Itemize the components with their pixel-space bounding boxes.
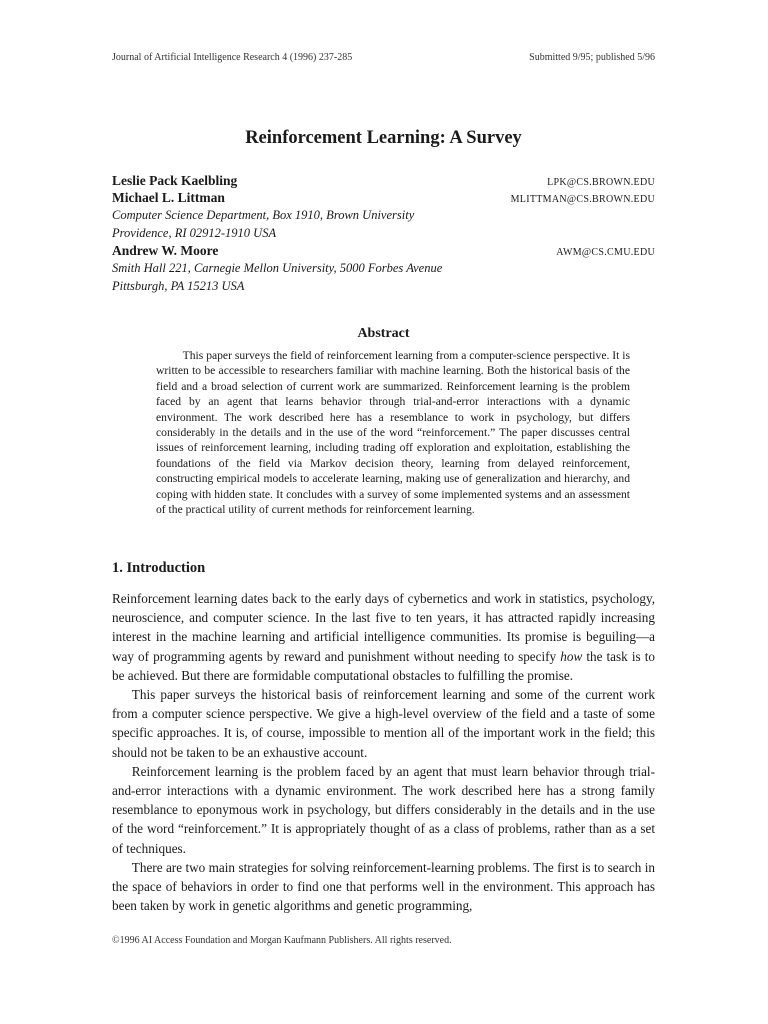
author-name: Michael L. Littman — [112, 190, 225, 205]
paper-title: Reinforcement Learning: A Survey — [245, 128, 522, 148]
abstract-heading: Abstract — [357, 326, 410, 341]
abstract-text: This paper surveys the field of reinforcement learning from a computer-science perspective. It is written to be accessible to researchers familiar with machine learning. Both the historical basis of the field and a broad selection of current work are summarized. Reinforcement learning is the problem faced by an agent that learns behavior through trial-and-error interactions with a dynamic environment. The work described here has a resemblance to work in psychology, but differs considerably in the details and in the use of the word “reinforcement.” The paper discusses central issues of reinforcement learning, including trading off exploration and exploitation, establishing the foundations of the field via Markov decision theory, learning from delayed reinforcement, constructing empirical models to accelerate learning, making use of generalization and hierarchy, and coping with hidden state. It concludes with a survey of some implemented systems and an assessment of the practical utility of current methods for reinforcement learning. — [156, 349, 630, 517]
affiliation-line: Providence, RI 02912-1910 USA — [112, 226, 277, 240]
author-email: AWM@CS.CMU.EDU — [556, 247, 655, 258]
paper-page — [112, 0, 655, 1024]
submission-dates: Submitted 9/95; published 5/96 — [529, 52, 655, 63]
author-row — [112, 172, 655, 189]
author-block-brown — [112, 172, 655, 242]
paragraph-text: Reinforcement learning dates back to the early days of cybernetics and work in statistics, psychology, neuroscience, and computer science. In the last five to ten years, it has attracted rapidly increasing interest in the machine learning and artificial intelligence communities. Its promise is beguiling—a way of programming agents by reward and punishment without needing to specify — [112, 591, 655, 664]
paragraph: Reinforcement learning is the problem faced by an agent that must learn behavior through trial-and-error interactions with a dynamic environment. The work described here has a strong family resemblance to eponymous work in psychology, but differs considerably in the details and in the use of the word “reinforcement.” It is appropriately thought of as a class of problems, rather than as a set of techniques. — [112, 763, 655, 856]
author-email: LPK@CS.BROWN.EDU — [547, 177, 655, 188]
author-email: MLITTMAN@CS.BROWN.EDU — [510, 194, 655, 205]
affiliation-line: Pittsburgh, PA 15213 USA — [112, 279, 245, 293]
section-heading-introduction: 1. Introduction — [112, 560, 206, 576]
introduction-body — [112, 589, 655, 915]
paragraph-text: the task is to be achieved. But there are formidable computational obstacles to fulfilling the promise. — [112, 648, 655, 683]
emphasis: how — [560, 648, 583, 664]
author-row — [112, 189, 655, 206]
paragraph — [112, 589, 655, 685]
journal-citation: Journal of Artificial Intelligence Research 4 (1996) 237-285 — [112, 52, 353, 63]
paragraph: This paper surveys the historical basis of reinforcement learning and some of the current work from a computer science perspective. We give a high-level overview of the field and a taste of some specific approaches. It is, of course, impossible to mention all of the important work in the field; this should not be taken to be an exhaustive account. — [112, 687, 655, 760]
running-head — [112, 52, 655, 63]
author-name: Andrew W. Moore — [112, 243, 219, 258]
paragraph: There are two main strategies for solving reinforcement-learning problems. The first is to search in the space of behaviors in order to find one that performs well in the environment. This approach has been taken by work in genetic algorithms and genetic programming, — [112, 859, 655, 914]
affiliation-line: Smith Hall 221, Carnegie Mellon University, 5000 Forbes Avenue — [112, 261, 443, 275]
affiliation-line: Computer Science Department, Box 1910, Brown University — [112, 208, 415, 222]
author-name: Leslie Pack Kaelbling — [112, 173, 238, 188]
copyright-footer: ©1996 AI Access Foundation and Morgan Kaufmann Publishers. All rights reserved. — [112, 935, 452, 946]
author-row — [112, 242, 655, 259]
author-block-cmu — [112, 242, 655, 295]
